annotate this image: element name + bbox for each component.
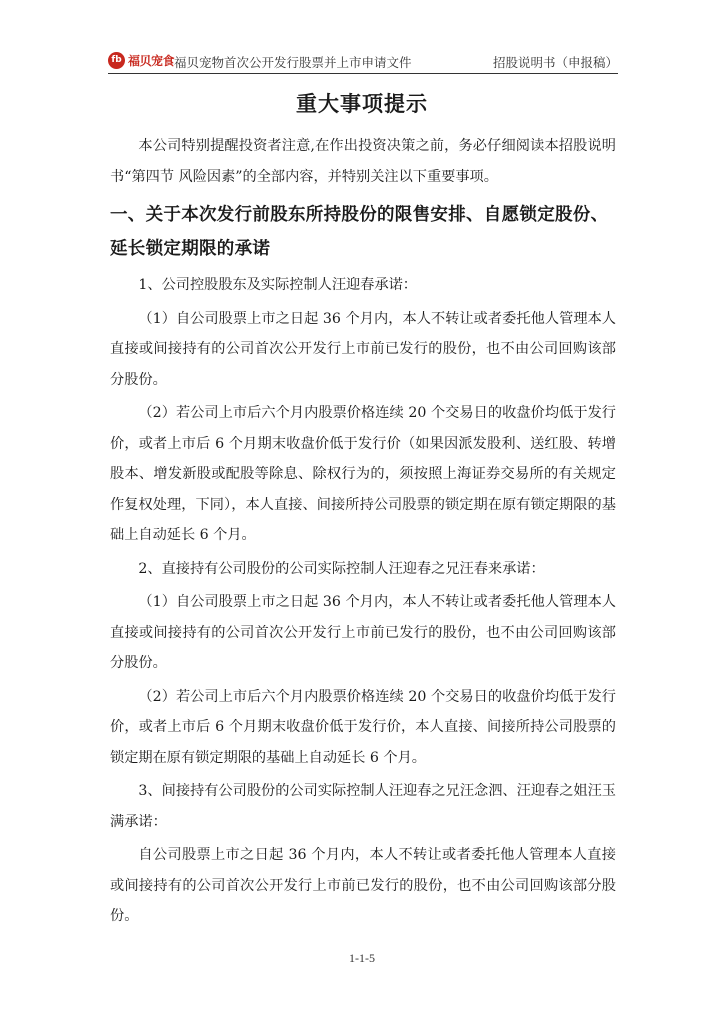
page-title: 重大事项提示 [296,92,428,116]
item1-paragraph2: （2）若公司上市后六个月内股票价格连续 20 个交易日的收盘价均低于发行价，或者上市后 6 个月期末收盘价低于发行价（如果因派发股利、送红股、转增股本、增发新股或配股等除息、除权行为的，须按照上海证券交易所的有关规定作复权处理，下同），本人直接、间接所持公司股票的锁定期在原有锁定期限的基础上自动延长 6 个月。 [110,405,616,543]
item1-paragraph1: （1）自公司股票上市之日起 36 个月内，本人不转让或者委托他人管理本人直接或间接持有的公司首次公开发行上市前已发行的股份，也不由公司回购该部分股份。 [110,310,616,388]
logo-text: 福贝宠食 [128,53,175,68]
intro-paragraph: 本公司特别提醒投资者注意,在作出投资决策之前，务必仔细阅读本招股说明书“第四节 风险因素”的全部内容，并特别关注以下重要事项。 [110,138,616,185]
page-number: 1-1-5 [349,951,375,965]
logo-mark-icon: fb [108,52,125,69]
header-document-title: 福贝宠物首次公开发行股票并上市申请文件 [174,55,412,70]
header-divider [108,73,618,74]
item3-paragraph1: 自公司股票上市之日起 36 个月内，本人不转让或者委托他人管理本人直接或间接持有的公司首次公开发行上市前已发行的股份，也不由公司回购该部分股份。 [110,847,616,924]
item2-paragraph1: （1）自公司股票上市之日起 36 个月内，本人不转让或者委托他人管理本人直接或间接持有的公司首次公开发行上市前已发行的股份，也不由公司回购该部分股份。 [110,594,616,671]
company-logo [108,50,174,70]
item2-paragraph2: （2）若公司上市后六个月内股票价格连续 20 个交易日的收盘价均低于发行价，或者上市后 6 个月期末收盘价低于发行价，本人直接、间接所持公司股票的锁定期在原有锁定期限的基础上自动延长 6 个月。 [110,688,616,766]
item3-label: 3、间接持有公司股份的公司实际控制人汪迎春之兄汪念泗、汪迎春之姐汪玉满承诺： [110,783,616,830]
section-heading: 一、关于本次发行前股东所持股份的限售安排、自愿锁定股份、延长锁定期限的承诺 [110,205,609,259]
header-document-type: 招股说明书（申报稿） [492,55,618,70]
document-body [110,131,616,935]
item2-label: 2、直接持有公司股份的公司实际控制人汪迎春之兄汪春来承诺： [138,560,545,577]
item1-label: 1、公司控股股东及实际控制人汪迎春承诺： [138,277,417,293]
page-header [108,50,618,72]
